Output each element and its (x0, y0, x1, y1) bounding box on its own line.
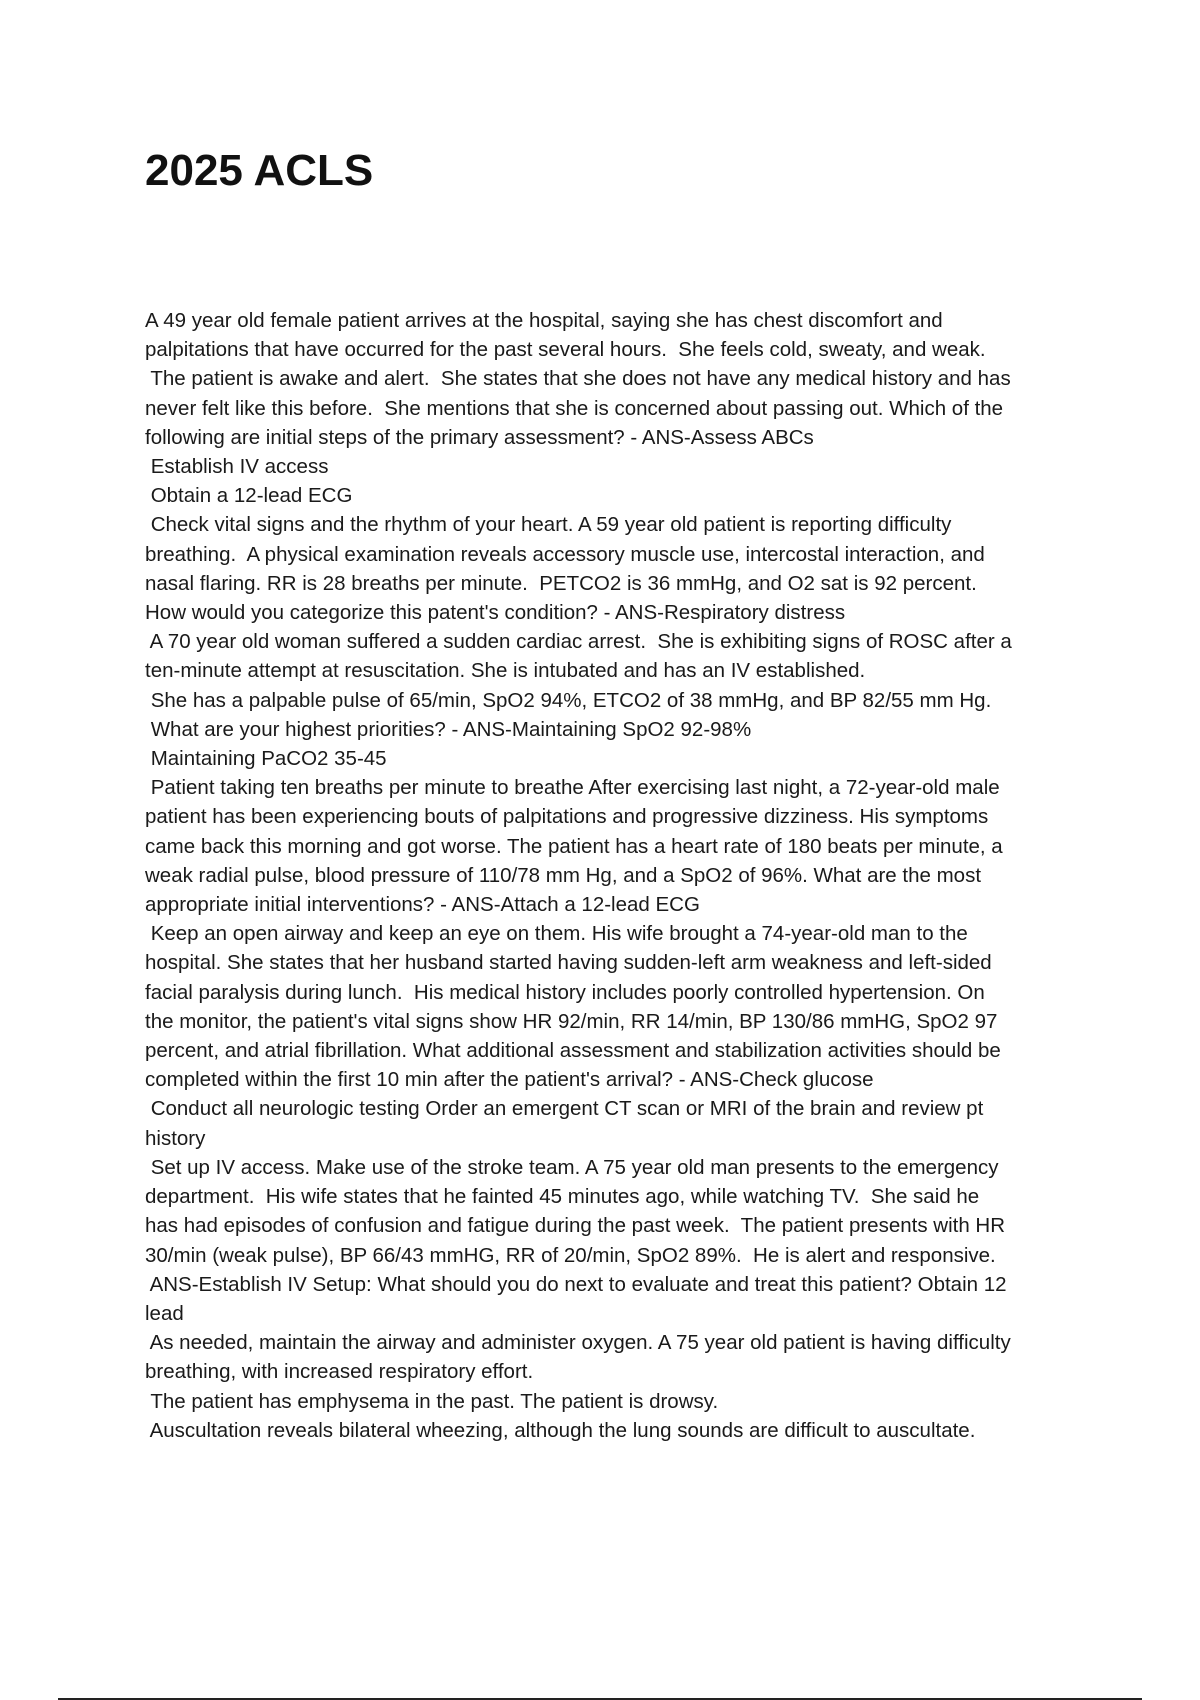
text-line: percent, and atrial fibrillation. What additional assessment and stabilization activities should be (145, 1039, 1001, 1063)
text-line: She has a palpable pulse of 65/min, SpO2 94%, ETCO2 of 38 mmHg, and BP 82/55 mm Hg. (145, 688, 992, 712)
text-line: following are initial steps of the primary assessment? - ANS-Assess ABCs (145, 425, 814, 449)
text-line: breathing. A physical examination reveals accessory muscle use, intercostal interaction, and (145, 542, 985, 566)
text-line: hospital. She states that her husband started having sudden-left arm weakness and left-sided (145, 951, 992, 975)
text-line: appropriate initial interventions? - ANS-Attach a 12-lead ECG (145, 893, 700, 917)
text-line: 30/min (weak pulse), BP 66/43 mmHG, RR of 20/min, SpO2 89%. He is alert and responsive. (145, 1243, 996, 1267)
text-line: Keep an open airway and keep an eye on them. His wife brought a 74-year-old man to the (145, 922, 968, 946)
text-line: history (145, 1126, 206, 1150)
text-line: weak radial pulse, blood pressure of 110/78 mm Hg, and a SpO2 of 96%. What are the most (145, 863, 982, 887)
text-line: Establish IV access (145, 455, 329, 479)
text-line: never felt like this before. She mentions that she is concerned about passing out. Which of the (145, 396, 1004, 420)
text-line: department. His wife states that he fainted 45 minutes ago, while watching TV. She said he (145, 1185, 980, 1209)
text-line: A 49 year old female patient arrives at the hospital, saying she has chest discomfort and (145, 309, 943, 332)
text-line: ten-minute attempt at resuscitation. She is intubated and has an IV established. (145, 659, 866, 683)
text-line: The patient has emphysema in the past. The patient is drowsy. (145, 1389, 719, 1413)
text-line: Set up IV access. Make use of the stroke team. A 75 year old man presents to the emergency (145, 1155, 999, 1179)
text-line: lead (145, 1301, 184, 1325)
body-text (145, 306, 1085, 1445)
text-line: Obtain a 12-lead ECG (145, 484, 353, 508)
text-line: How would you categorize this patent's condition? - ANS-Respiratory distress (145, 601, 846, 625)
text-line: Maintaining PaCO2 35-45 (145, 747, 387, 771)
text-line: completed within the first 10 min after the patient's arrival? - ANS-Check glucose (145, 1068, 874, 1092)
page-title: 2025 ACLS (145, 146, 374, 195)
text-line: As needed, maintain the airway and administer oxygen. A 75 year old patient is having difficulty (145, 1331, 1011, 1355)
text-line: Conduct all neurologic testing Order an emergent CT scan or MRI of the brain and review pt (145, 1097, 984, 1121)
text-line: ANS-Establish IV Setup: What should you do next to evaluate and treat this patient? Obtain 12 (145, 1272, 1007, 1296)
text-line: What are your highest priorities? - ANS-Maintaining SpO2 92-98% (145, 717, 752, 741)
text-line: palpitations that have occurred for the past several hours. She feels cold, sweaty, and weak. (145, 338, 986, 362)
text-line: Patient taking ten breaths per minute to breathe After exercising last night, a 72-year-old male (145, 776, 1000, 800)
text-line: facial paralysis during lunch. His medical history includes poorly controlled hypertension. On (145, 980, 985, 1004)
text-line: came back this morning and got worse. The patient has a heart rate of 180 beats per minute, a (145, 834, 1003, 858)
text-line: Check vital signs and the rhythm of your heart. A 59 year old patient is reporting difficulty (145, 513, 952, 537)
text-line: The patient is awake and alert. She states that she does not have any medical history and has (145, 367, 1011, 391)
text-line: patient has been experiencing bouts of palpitations and progressive dizziness. His symptoms (145, 805, 989, 829)
text-line: the monitor, the patient's vital signs show HR 92/min, RR 14/min, BP 130/86 mmHG, SpO2 97 (145, 1009, 998, 1033)
text-line: Auscultation reveals bilateral wheezing, although the lung sounds are difficult to auscultate. (145, 1418, 976, 1442)
text-line: A 70 year old woman suffered a sudden cardiac arrest. She is exhibiting signs of ROSC after a (145, 630, 1012, 654)
text-line: has had episodes of confusion and fatigue during the past week. The patient presents with HR (145, 1214, 1006, 1238)
text-line: nasal flaring. RR is 28 breaths per minute. PETCO2 is 36 mmHg, and O2 sat is 92 percent. (145, 571, 977, 595)
text-line: breathing, with increased respiratory effort. (145, 1360, 534, 1384)
